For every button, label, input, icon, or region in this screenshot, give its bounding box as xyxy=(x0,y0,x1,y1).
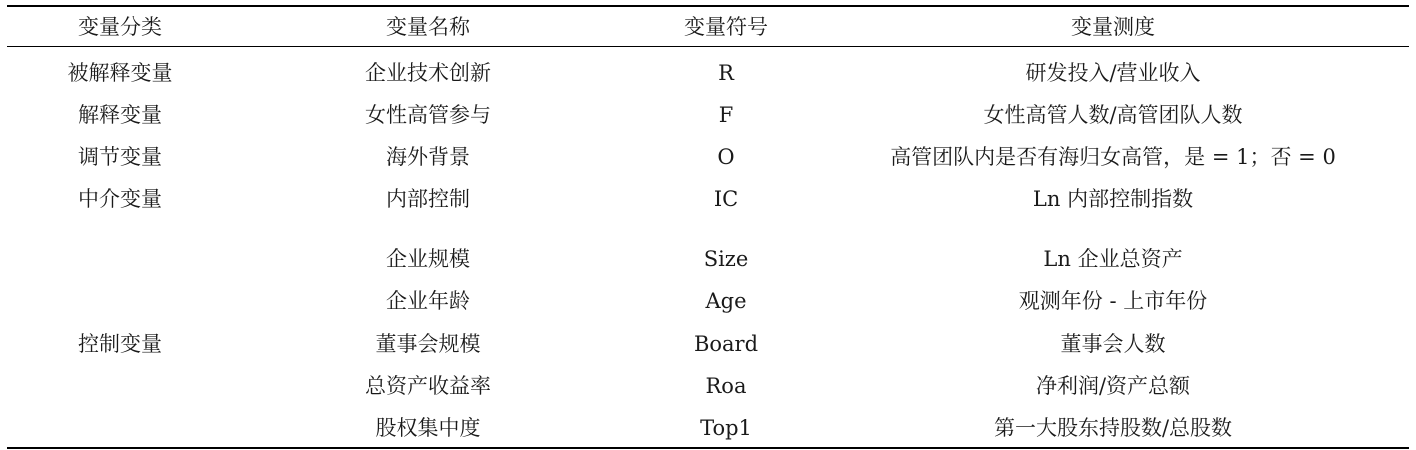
cell-measure: 高管团队内是否有海归女高管，是 = 1；否 = 0 xyxy=(890,145,1336,169)
cell-symbol: F xyxy=(718,103,734,127)
header-measure: 变量测度 xyxy=(1071,15,1155,39)
header-rule xyxy=(7,46,1409,47)
header-symbol: 变量符号 xyxy=(684,15,768,39)
header-category: 变量分类 xyxy=(78,15,162,39)
cell-name: 内部控制 xyxy=(386,187,470,211)
cell-measure: 观测年份 - 上市年份 xyxy=(1018,289,1208,313)
cell-name: 董事会规模 xyxy=(375,332,481,356)
cell-symbol: Top1 xyxy=(700,416,752,440)
cell-measure: 研发投入/营业收入 xyxy=(1025,61,1201,85)
cell-category: 中介变量 xyxy=(78,187,162,211)
cell-symbol: O xyxy=(717,145,735,169)
cell-name: 股权集中度 xyxy=(375,416,481,440)
cell-symbol: R xyxy=(718,61,734,85)
cell-symbol: Age xyxy=(705,289,747,313)
cell-measure: 女性高管人数/高管团队人数 xyxy=(983,103,1243,127)
cell-measure: Ln 内部控制指数 xyxy=(1032,187,1194,211)
cell-name: 企业规模 xyxy=(386,247,470,271)
cell-measure: 董事会人数 xyxy=(1060,332,1166,356)
bottom-rule xyxy=(7,447,1409,449)
cell-symbol: IC xyxy=(713,187,739,211)
cell-measure: Ln 企业总资产 xyxy=(1043,247,1183,271)
cell-symbol: Roa xyxy=(705,374,747,398)
cell-category: 调节变量 xyxy=(78,145,162,169)
cell-name: 企业技术创新 xyxy=(365,61,491,85)
cell-name: 女性高管参与 xyxy=(365,103,491,127)
cell-category: 控制变量 xyxy=(78,332,162,356)
cell-name: 总资产收益率 xyxy=(365,374,491,398)
cell-name: 企业年龄 xyxy=(386,289,470,313)
cell-category: 解释变量 xyxy=(78,103,162,127)
cell-name: 海外背景 xyxy=(386,145,470,169)
cell-measure: 第一大股东持股数/总股数 xyxy=(993,416,1233,440)
top-rule xyxy=(7,5,1409,7)
cell-category: 被解释变量 xyxy=(67,61,173,85)
cell-symbol: Board xyxy=(693,332,759,356)
cell-measure: 净利润/资产总额 xyxy=(1035,374,1191,398)
header-name: 变量名称 xyxy=(386,15,470,39)
cell-symbol: Size xyxy=(703,247,749,271)
